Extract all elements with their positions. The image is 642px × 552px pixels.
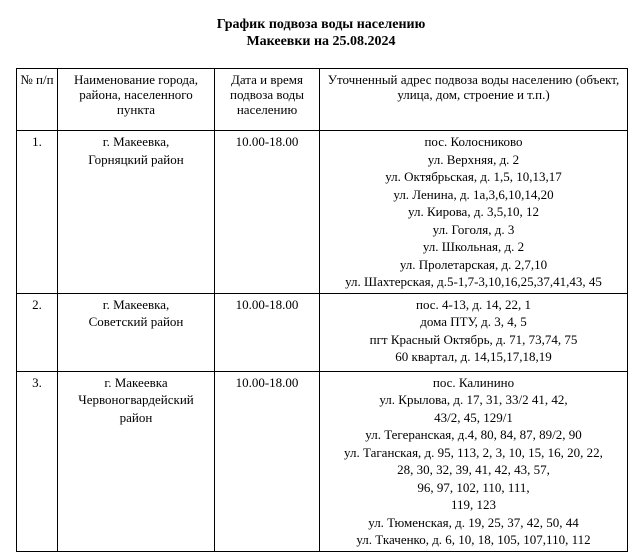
address-line: 43/2, 45, 129/1 (434, 409, 513, 425)
row-num: 1. (17, 131, 58, 294)
row-address (320, 371, 628, 551)
row-time: 10.00-18.00 (215, 293, 320, 371)
address-line: ул. Таганская, д. 95, 113, 2, 3, 10, 15, 16, 20, 22, (344, 444, 603, 460)
title-line-1: График подвоза воды населению (216, 17, 426, 32)
address-line: ул. Тегеранская, д.4, 80, 84, 87, 89/2, 90 (365, 427, 582, 442)
address-line: пос. 4-13, д. 14, 22, 1 (416, 296, 531, 312)
city-line: г. Макеевка, (102, 134, 170, 149)
header-num: № п/п (17, 69, 58, 131)
row-address (320, 293, 628, 371)
row-city (58, 131, 215, 294)
row-time: 10.00-18.00 (215, 371, 320, 551)
document-title (0, 16, 642, 50)
row-num: 2. (17, 293, 58, 371)
address-line: ул. Верхняя, д. 2 (427, 151, 520, 167)
address-line: ул. Шахтерская, д.5-1,7-3,10,16,25,37,41,43, 45 (345, 274, 602, 289)
row-time: 10.00-18.00 (215, 131, 320, 294)
address-line: ул. Гоголя, д. 3 (432, 221, 515, 237)
address-line: 60 квартал, д. 14,15,17,18,19 (395, 349, 552, 364)
city-line: район (119, 409, 153, 425)
address-line: 28, 30, 32, 39, 41, 42, 43, 57, (397, 462, 550, 477)
address-line: ул. Октябрьская, д. 1,5, 10,13,17 (385, 169, 562, 184)
title-line-2: Макеевки на 25.08.2024 (246, 34, 396, 49)
row-address (320, 131, 628, 294)
table-row (17, 131, 628, 294)
address-line: ул. Школьная, д. 2 (422, 239, 525, 254)
address-line: пос. Калинино (432, 374, 515, 390)
row-num: 3. (17, 371, 58, 551)
city-line: г. Макеевка (104, 374, 168, 390)
header-time: Дата и время подвоза воды населению (215, 69, 320, 131)
address-line: ул. Ткаченко, д. 6, 10, 18, 105, 107,110, 112 (356, 532, 591, 547)
header-city: Наименование города, района, населенного пункта (58, 69, 215, 131)
table-row (17, 371, 628, 551)
water-schedule-table (16, 68, 628, 552)
header-address: Уточненный адрес подвоза воды населению (объект, улица, дом, строение и т.п.) (320, 69, 628, 131)
city-line: Червоногвардейский (78, 392, 194, 407)
address-line: дома ПТУ, д. 3, 4, 5 (420, 314, 527, 329)
city-line: г. Макеевка, (102, 296, 170, 312)
address-line: пгт Красный Октябрь, д. 71, 73,74, 75 (369, 331, 578, 347)
table-row (17, 293, 628, 371)
row-city (58, 293, 215, 371)
city-line: Горняцкий район (88, 151, 184, 167)
address-line: ул. Тюменская, д. 19, 25, 37, 42, 50, 44 (368, 514, 579, 530)
address-line: пос. Колосниково (424, 134, 523, 149)
table-header-row (17, 69, 628, 131)
address-line: ул. Кирова, д. 3,5,10, 12 (408, 204, 539, 219)
row-city (58, 371, 215, 551)
address-line: 96, 97, 102, 110, 111, (417, 479, 530, 495)
address-line: ул. Крылова, д. 17, 31, 33/2 41, 42, (379, 392, 568, 407)
city-line: Советский район (88, 314, 184, 329)
address-line: ул. Пролетарская, д. 2,7,10 (399, 256, 548, 272)
address-line: ул. Ленина, д. 1а,3,6,10,14,20 (393, 186, 554, 202)
address-line: 119, 123 (450, 497, 497, 512)
